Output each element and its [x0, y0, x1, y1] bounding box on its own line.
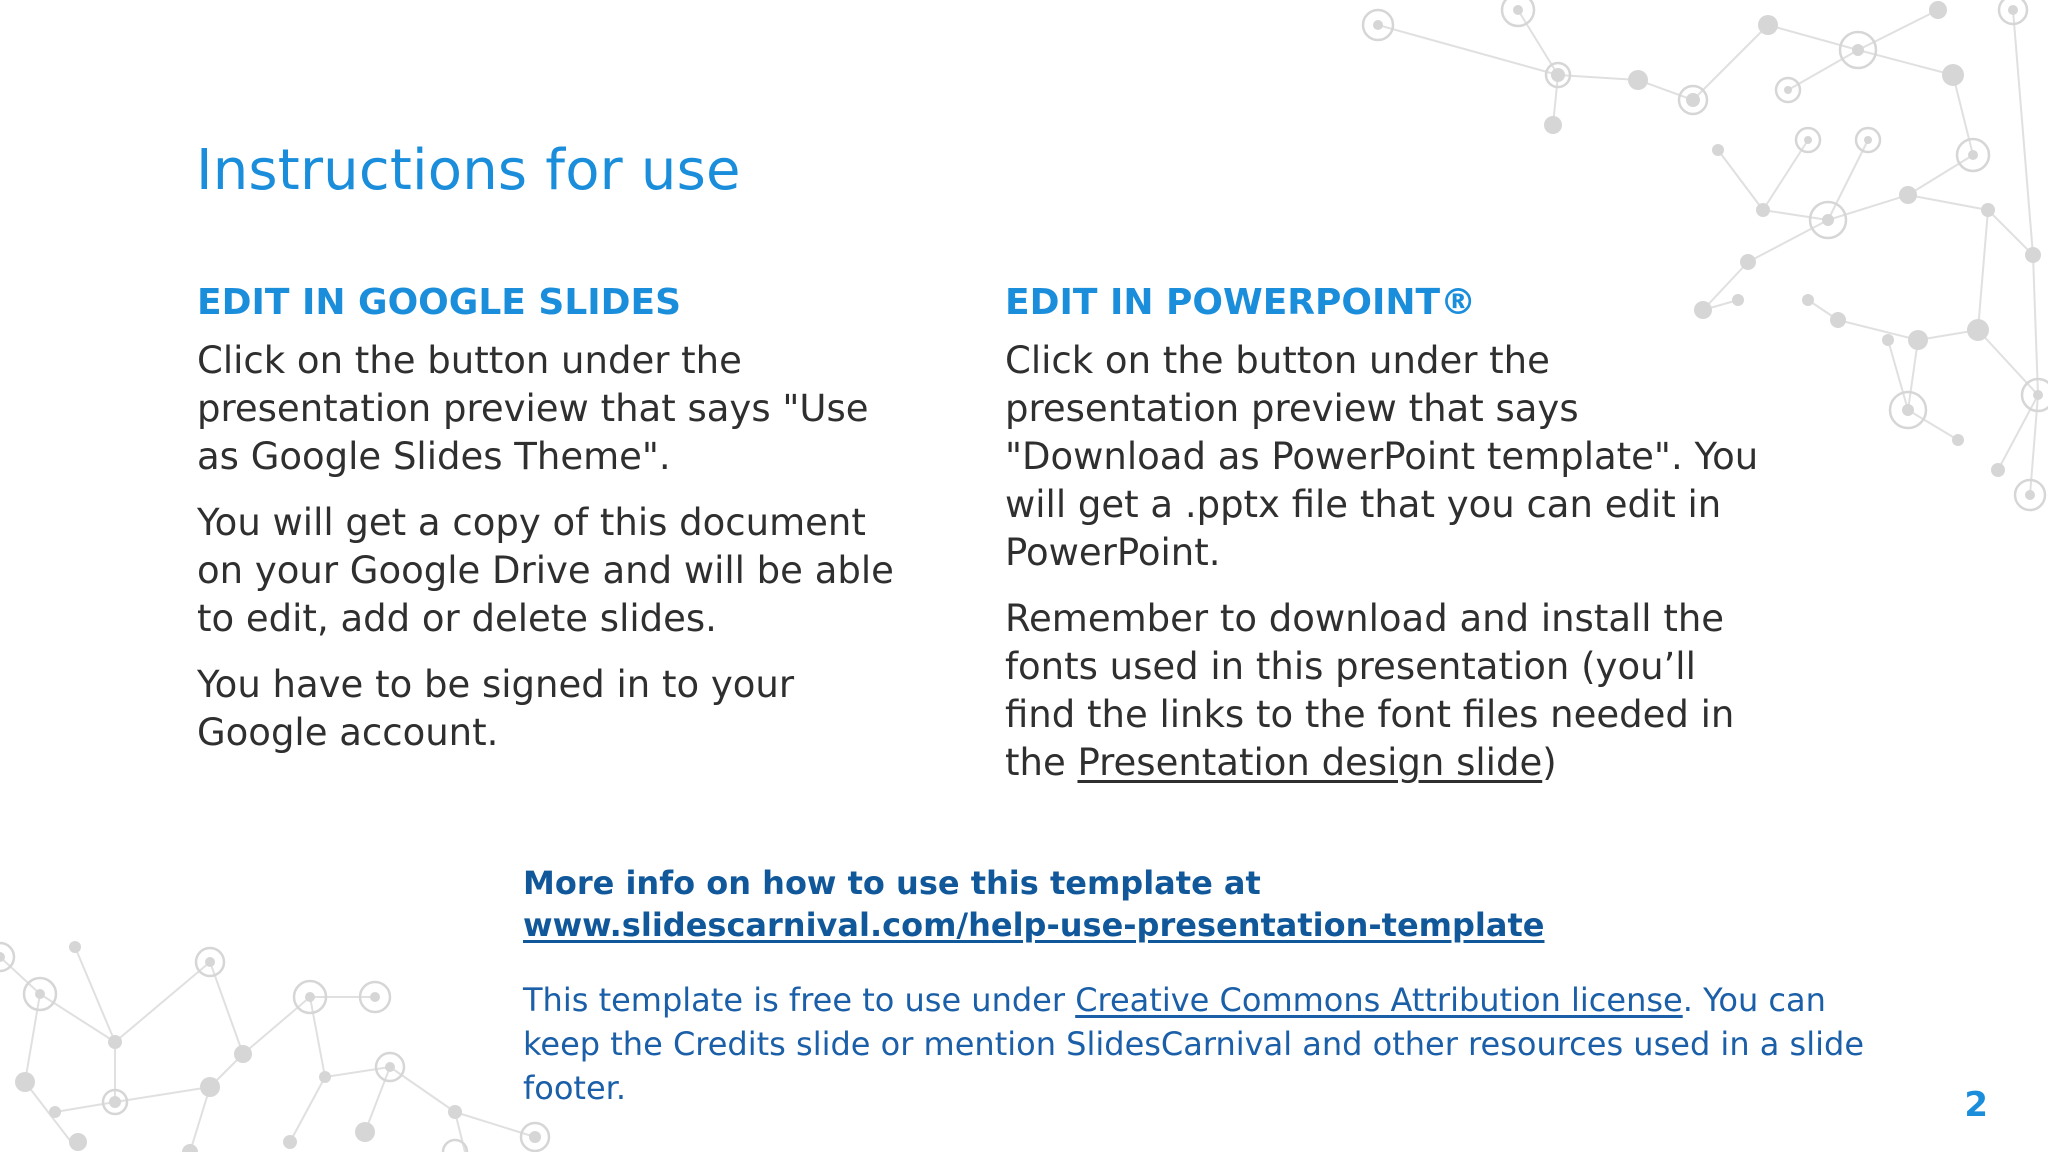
google-slides-heading: EDIT IN GOOGLE SLIDES — [197, 282, 682, 323]
google-slides-paragraph: Click on the button under the presentation preview that says "Use as Google Slides Theme". — [197, 339, 869, 478]
more-info-text: More info on how to use this template at — [523, 864, 1261, 902]
license-notice — [523, 978, 1903, 1110]
remember-text: Remember to download and install the fonts used in this presentation (you’ll find the links to the font files needed in the — [1005, 597, 1735, 784]
license-text-before: This template is free to use under — [523, 981, 1076, 1019]
google-slides-paragraph: You will get a copy of this document on your Google Drive and will be able to edit, add or delete slides. — [197, 501, 894, 640]
powerpoint-fonts-paragraph — [1005, 595, 1765, 787]
powerpoint-heading: EDIT IN POWERPOINT® — [1005, 282, 1477, 323]
more-info — [523, 862, 1544, 946]
help-url-link[interactable]: www.slidescarnival.com/help-use-presentation-template — [523, 906, 1545, 944]
license-text-after: . You can keep the Credits slide or mention SlidesCarnival and other resources used in a slide footer. — [523, 981, 1864, 1107]
network-decoration-bottom-left — [0, 902, 600, 1152]
creative-commons-link[interactable]: Creative Commons Attribution license — [1075, 981, 1683, 1019]
presentation-design-link[interactable]: Presentation design slide — [1077, 741, 1543, 784]
powerpoint-section — [1005, 282, 1765, 805]
closing-paren: ) — [1542, 741, 1557, 784]
google-slides-section — [197, 282, 897, 775]
powerpoint-paragraph: Click on the button under the presentation preview that says "Download as PowerPoint template". You will get a .pptx file that you can edit in PowerPoint. — [1005, 339, 1759, 574]
google-slides-paragraph: You have to be signed in to your Google account. — [197, 663, 795, 754]
page-number: 2 — [1964, 1085, 1988, 1125]
page-title: Instructions for use — [196, 138, 741, 203]
